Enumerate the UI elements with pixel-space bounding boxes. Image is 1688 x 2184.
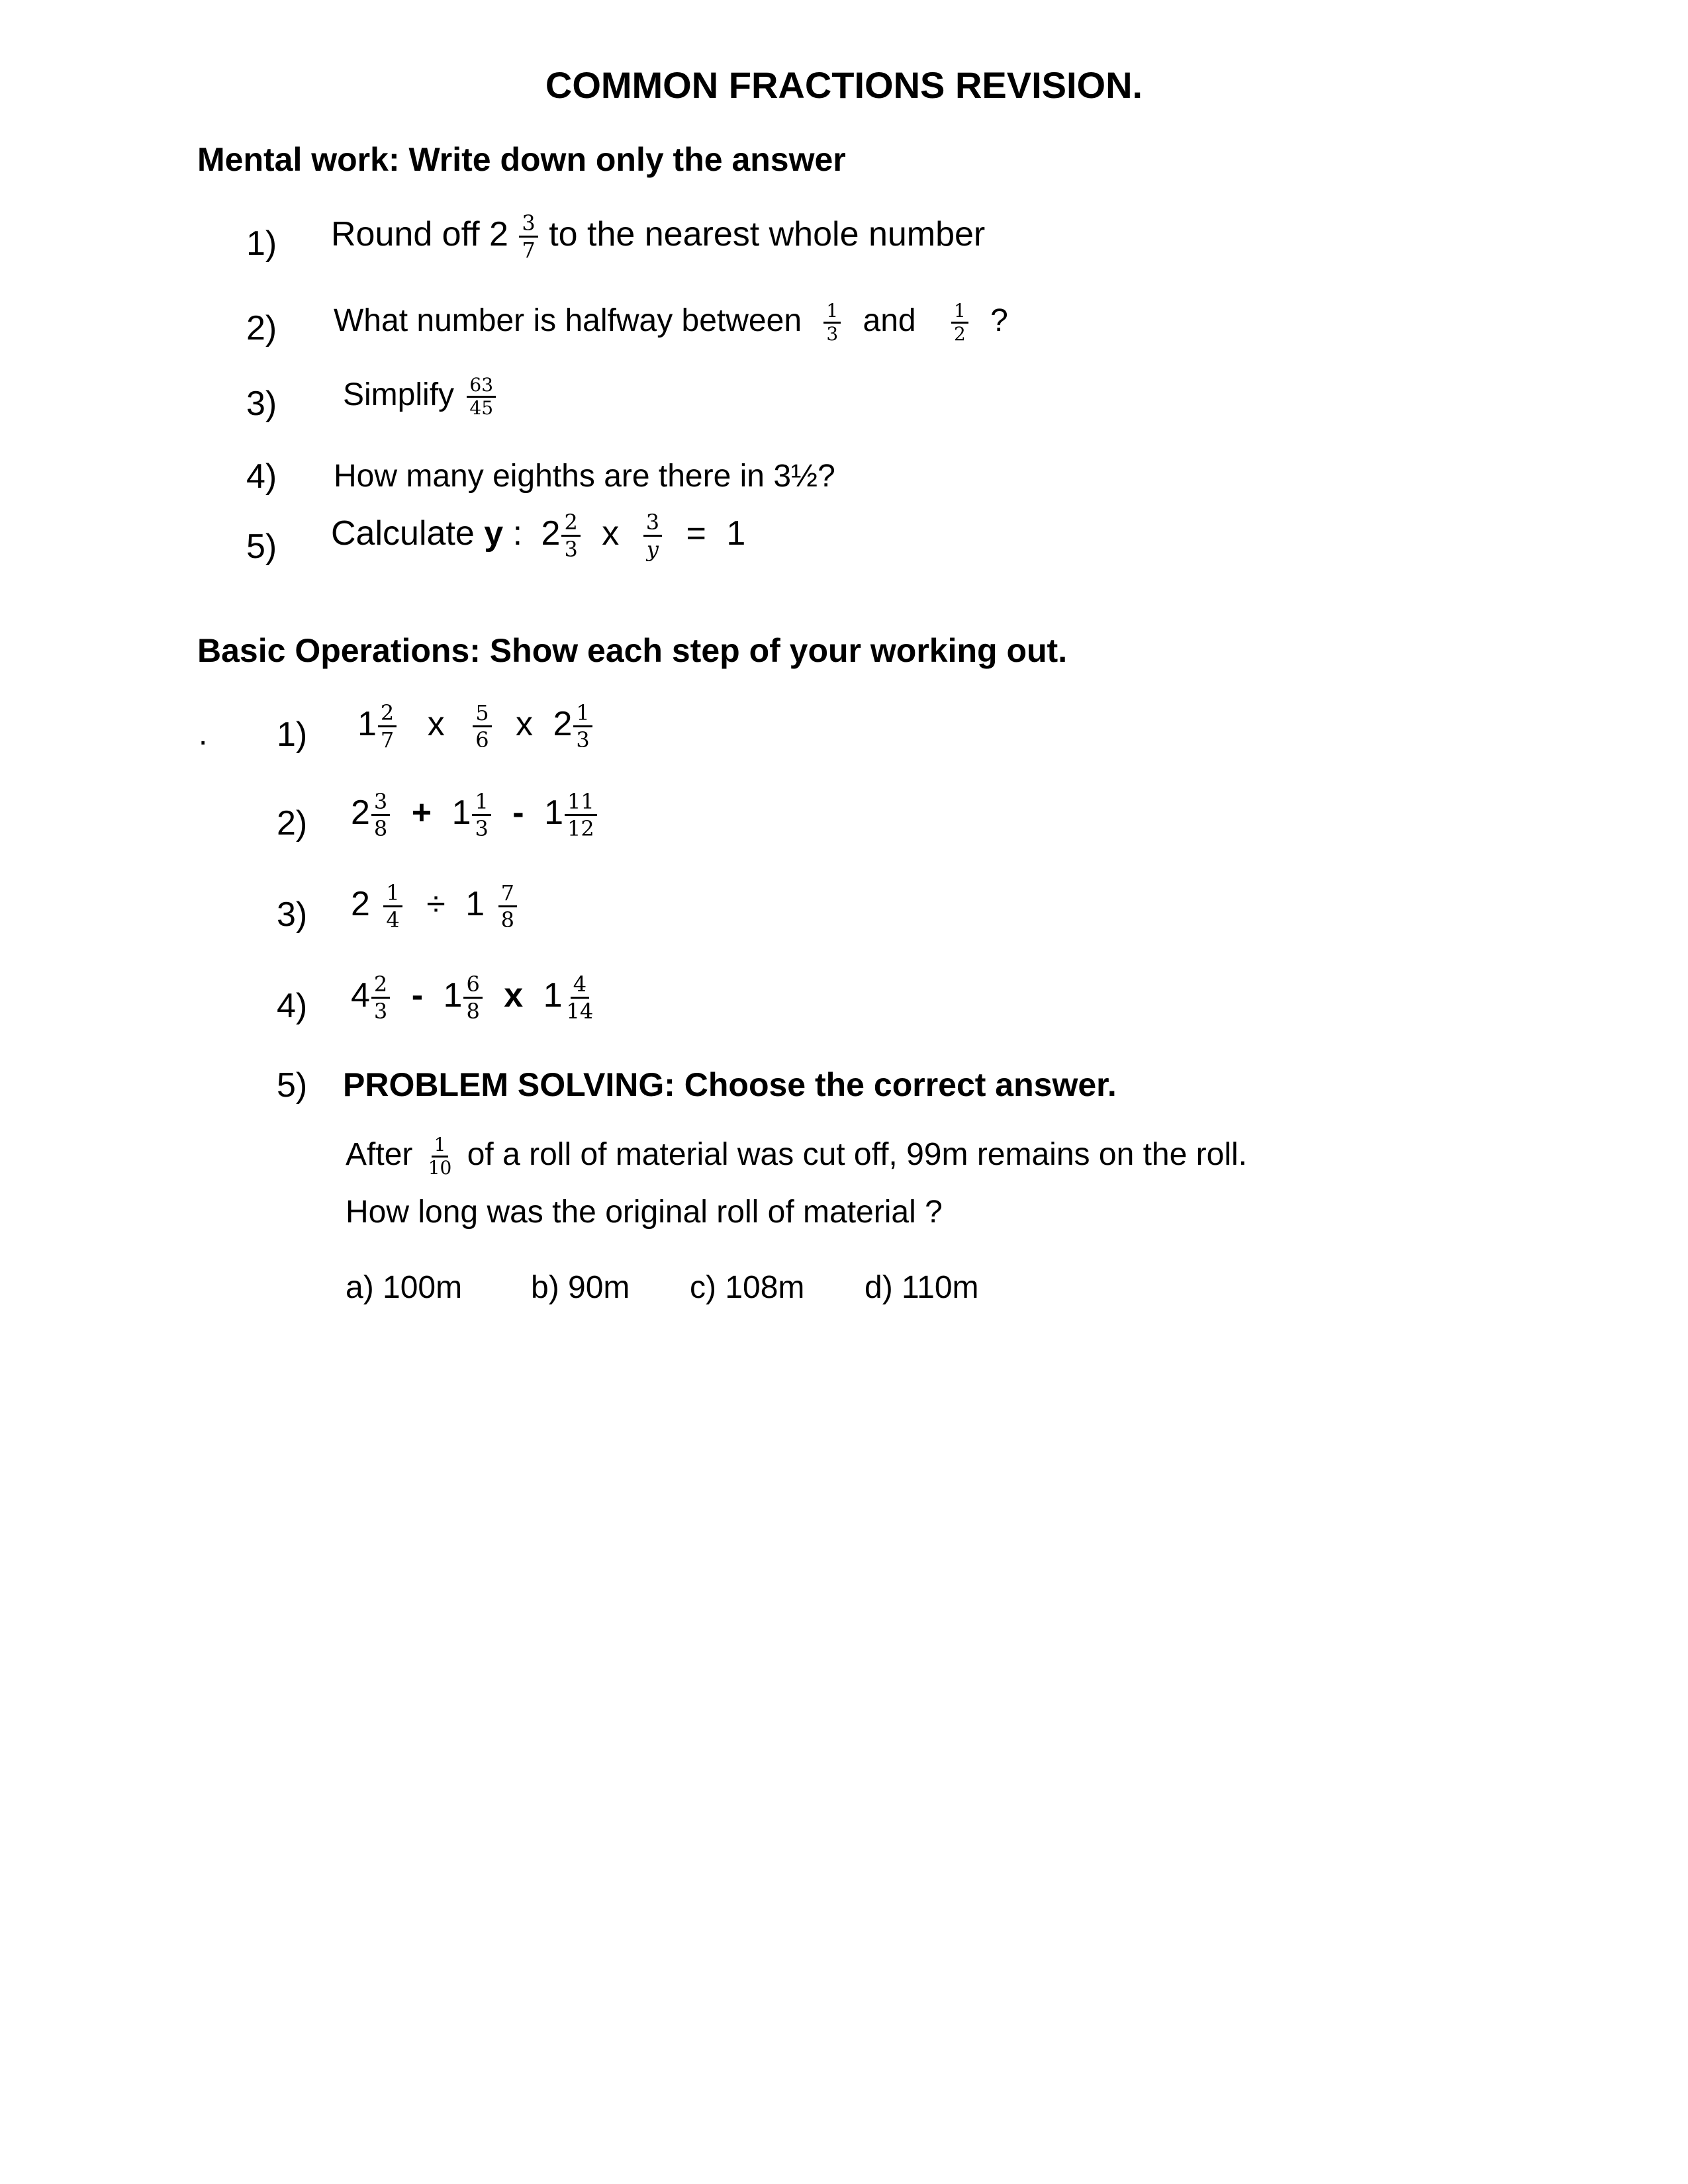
answer-option-c: c) 108m bbox=[690, 1270, 805, 1305]
answer-option-b: b) 90m bbox=[531, 1270, 630, 1305]
numerator: 4 bbox=[571, 972, 589, 999]
mental-q5-number: 5) bbox=[246, 527, 277, 566]
denominator: 12 bbox=[567, 816, 594, 841]
mental-q2-question-mark: ? bbox=[990, 303, 1008, 339]
mental-q1-suffix: to the nearest whole number bbox=[549, 215, 986, 254]
whole-number: 1 bbox=[443, 976, 463, 1015]
basic-operations-heading: Basic Operations: Show each step of your working out. bbox=[197, 632, 1068, 669]
fraction bbox=[371, 789, 390, 841]
basic-q1-number: 1) bbox=[277, 715, 308, 754]
basic-q3 bbox=[351, 880, 521, 933]
fraction bbox=[561, 510, 580, 562]
basic-q5-number: 5) bbox=[277, 1066, 308, 1105]
denominator: y bbox=[646, 537, 659, 562]
answer-option-a: a) 100m bbox=[346, 1270, 463, 1305]
mental-q5-equals: = bbox=[686, 514, 706, 553]
denominator: 14 bbox=[566, 999, 594, 1024]
mental-q5-operator: x bbox=[602, 514, 620, 553]
whole-number: 1 bbox=[451, 794, 471, 833]
whole-number: 4 bbox=[351, 976, 370, 1015]
mental-q5-whole: 2 bbox=[541, 514, 561, 553]
numerator: 1 bbox=[432, 1134, 449, 1158]
fraction bbox=[383, 880, 402, 933]
fraction bbox=[463, 972, 482, 1024]
numerator: 3 bbox=[371, 789, 390, 816]
denominator: 3 bbox=[475, 816, 489, 841]
stray-dot: . bbox=[199, 717, 208, 752]
whole-number: 2 bbox=[553, 705, 573, 744]
problem-line-2: How long was the original roll of material ? bbox=[346, 1195, 943, 1230]
basic-q2 bbox=[351, 789, 598, 841]
denominator: 45 bbox=[469, 397, 494, 419]
fraction bbox=[643, 510, 662, 562]
whole-number: 2 bbox=[351, 794, 370, 833]
numerator: 11 bbox=[565, 789, 597, 816]
page-title: COMMON FRACTIONS REVISION. bbox=[545, 64, 1143, 106]
denominator: 7 bbox=[380, 727, 395, 752]
mental-q5-rhs: 1 bbox=[726, 514, 746, 553]
fraction bbox=[371, 972, 390, 1024]
fraction bbox=[426, 1134, 455, 1179]
operator: x bbox=[427, 705, 445, 744]
answer-option-d: d) 110m bbox=[865, 1270, 979, 1305]
operator: x bbox=[504, 976, 524, 1015]
denominator: 3 bbox=[576, 727, 590, 752]
numerator: 7 bbox=[498, 880, 517, 907]
denominator: 3 bbox=[826, 323, 839, 345]
operator: + bbox=[411, 794, 432, 833]
fraction bbox=[519, 210, 538, 263]
basic-q4-number: 4) bbox=[277, 987, 308, 1025]
whole-number: 1 bbox=[357, 705, 377, 744]
numerator: 5 bbox=[473, 700, 491, 727]
fraction bbox=[951, 300, 968, 345]
numerator: 6 bbox=[463, 972, 482, 999]
mental-q4-number: 4) bbox=[246, 457, 277, 496]
mental-q1 bbox=[331, 210, 985, 263]
mental-q5 bbox=[331, 510, 745, 562]
numerator: 2 bbox=[371, 972, 390, 999]
mental-q2-prefix: What number is halfway between bbox=[334, 303, 802, 339]
operator: - bbox=[411, 976, 424, 1015]
mental-q1-prefix: Round off 2 bbox=[331, 215, 508, 254]
numerator: 1 bbox=[383, 880, 402, 907]
numerator: 2 bbox=[561, 510, 580, 537]
fraction bbox=[564, 972, 596, 1024]
problem-line-1 bbox=[346, 1134, 1247, 1179]
fraction bbox=[472, 789, 491, 841]
denominator: 10 bbox=[428, 1157, 452, 1179]
fraction bbox=[565, 789, 597, 841]
numerator: 3 bbox=[519, 210, 538, 238]
denominator: 3 bbox=[564, 537, 578, 562]
denominator: 2 bbox=[953, 323, 966, 345]
numerator: 1 bbox=[951, 300, 968, 324]
numerator: 3 bbox=[643, 510, 662, 537]
problem-solving-heading: PROBLEM SOLVING: Choose the correct answer. bbox=[343, 1066, 1117, 1103]
denominator: 3 bbox=[373, 999, 388, 1024]
mental-work-heading: Mental work: Write down only the answer bbox=[197, 141, 846, 178]
numerator: 1 bbox=[472, 789, 491, 816]
operator: x bbox=[516, 705, 533, 744]
basic-q1 bbox=[357, 700, 594, 752]
numerator: 2 bbox=[378, 700, 397, 727]
mental-q2-number: 2) bbox=[246, 309, 277, 347]
denominator: 8 bbox=[466, 999, 480, 1024]
denominator: 4 bbox=[386, 907, 400, 933]
basic-q3-number: 3) bbox=[277, 895, 308, 934]
mental-q5-variable: y bbox=[484, 514, 504, 553]
fraction bbox=[823, 300, 841, 345]
mental-q2-and: and bbox=[863, 303, 916, 339]
whole-number: 1 bbox=[543, 976, 563, 1015]
mental-q3-prefix: Simplify bbox=[343, 377, 455, 413]
whole-number: 1 bbox=[465, 885, 485, 924]
problem-line-1-suffix: of a roll of material was cut off, 99m remains on the roll. bbox=[467, 1137, 1247, 1173]
problem-line-1-prefix: After bbox=[346, 1137, 413, 1173]
mental-q3 bbox=[343, 375, 500, 419]
fraction bbox=[473, 700, 491, 752]
basic-q4 bbox=[351, 972, 597, 1024]
mental-q1-number: 1) bbox=[246, 224, 277, 263]
fraction bbox=[467, 375, 496, 419]
fraction bbox=[573, 700, 592, 752]
mental-q5-prefix: Calculate bbox=[331, 514, 475, 553]
operator: - bbox=[512, 794, 524, 833]
basic-q2-number: 2) bbox=[277, 804, 308, 842]
denominator: 7 bbox=[522, 238, 536, 263]
operator: ÷ bbox=[426, 885, 445, 924]
mental-q3-number: 3) bbox=[246, 385, 277, 423]
mental-q5-colon: : bbox=[512, 514, 523, 553]
whole-number: 1 bbox=[544, 794, 563, 833]
fraction bbox=[378, 700, 397, 752]
mental-q2 bbox=[334, 300, 1008, 345]
whole-number: 2 bbox=[351, 885, 370, 924]
mental-q4-text: How many eighths are there in 3½? bbox=[334, 459, 835, 494]
numerator: 1 bbox=[823, 300, 841, 324]
denominator: 8 bbox=[500, 907, 514, 933]
fraction bbox=[498, 880, 517, 933]
numerator: 63 bbox=[467, 375, 496, 398]
denominator: 8 bbox=[373, 816, 388, 841]
numerator: 1 bbox=[573, 700, 592, 727]
denominator: 6 bbox=[475, 727, 489, 752]
